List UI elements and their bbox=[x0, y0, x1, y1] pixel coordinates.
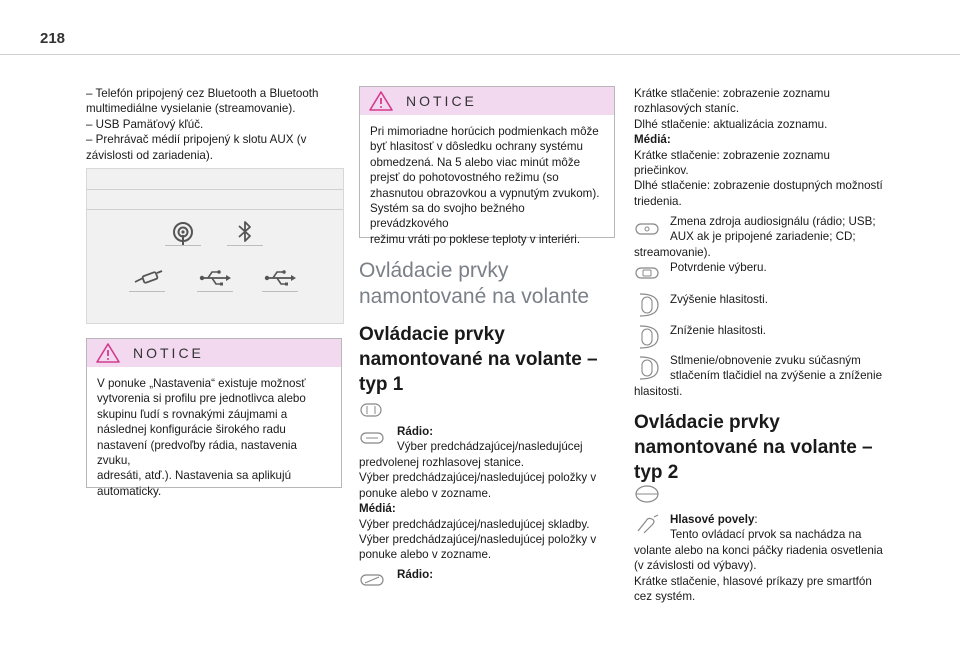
text-line: priečinkov. bbox=[634, 164, 689, 178]
notice-line: nastavení (predvoľby rádia, nastavenia zvuku, bbox=[97, 438, 297, 468]
radio-1-label-block bbox=[397, 424, 617, 455]
subheading-type-2 bbox=[634, 410, 904, 485]
heading-line: typ 2 bbox=[634, 462, 679, 483]
screen-bar bbox=[87, 209, 343, 210]
heading-line: Ovládacie prvky bbox=[359, 324, 505, 345]
steering-wheel-icon bbox=[634, 484, 660, 504]
notice-line: následnej konfigurácie širokého radu bbox=[97, 423, 286, 437]
source-text bbox=[670, 214, 896, 245]
notice-line: obmedzená. Na 5 alebo viac minút môže bbox=[370, 155, 581, 169]
voice-colon: : bbox=[754, 513, 758, 526]
carplay-icon bbox=[166, 215, 200, 249]
confirm-button-icon bbox=[634, 263, 660, 283]
mute-icon bbox=[634, 355, 662, 381]
text-line: Zníženie hlasitosti. bbox=[670, 324, 767, 337]
notice-line: byť hlasitosť v dôsledku ochrany systému bbox=[370, 140, 583, 154]
icon-underline bbox=[262, 291, 298, 292]
mute-text bbox=[670, 353, 896, 384]
text-line: Dlhé stlačenie: zobrazenie dostupných možností bbox=[634, 179, 883, 193]
text-line: Stlmenie/obnovenie zvuku súčasným bbox=[670, 354, 861, 367]
heading-line: namontované na volante – bbox=[359, 349, 598, 370]
icon-underline bbox=[227, 245, 263, 246]
notice-line: režimu vráti po poklese teploty v interiéri. bbox=[370, 232, 581, 246]
icon-underline bbox=[165, 245, 201, 246]
list-item: závislosti od zariadenia). bbox=[86, 148, 213, 162]
voice-label: Hlasové povely bbox=[670, 513, 755, 526]
header-rule bbox=[0, 54, 960, 55]
text-line: ponuke alebo v zozname. bbox=[359, 486, 492, 500]
text-line: Výber predchádzajúcej/nasledujúcej skladby. bbox=[359, 517, 590, 531]
text-line: Zvýšenie hlasitosti. bbox=[670, 293, 768, 306]
text-line: Potvrdenie výberu. bbox=[670, 261, 767, 274]
notice-box-heat bbox=[359, 86, 615, 246]
notice-box-profiles bbox=[86, 338, 342, 498]
volume-up-icon bbox=[634, 292, 662, 318]
list-item: multimediálne vysielanie (streamovanie). bbox=[86, 102, 296, 116]
heading-line: Ovládacie prvky bbox=[634, 412, 780, 433]
list-item: – Prehrávač médií pripojený k slotu AUX (v bbox=[86, 133, 307, 147]
notice-line: V ponuke „Nastavenia“ existuje možnosť bbox=[97, 377, 306, 390]
text-line: Tento ovládací prvok sa nachádza na bbox=[670, 528, 862, 542]
text-line: volante alebo na konci páčky riadenia osvetlenia bbox=[634, 544, 883, 557]
subheading-type-1 bbox=[359, 322, 619, 397]
steering-control-icon bbox=[359, 428, 385, 448]
voice-label-block bbox=[670, 512, 896, 543]
text-line: Dlhé stlačenie: aktualizácia zoznamu. bbox=[634, 117, 828, 131]
volume-down-icon bbox=[634, 324, 662, 350]
icon-underline bbox=[197, 291, 233, 292]
page-number: 218 bbox=[40, 30, 66, 47]
notice-header bbox=[360, 87, 614, 115]
steering-control-icon bbox=[359, 400, 385, 420]
source-list bbox=[86, 86, 348, 163]
heading-line: namontované na volante bbox=[359, 285, 590, 308]
source-screen-illustration bbox=[86, 168, 344, 324]
voice-command-icon bbox=[634, 513, 662, 537]
mute-text-cont bbox=[634, 384, 896, 399]
notice-line: skupinu ľudí s rovnakými záujmami a bbox=[97, 407, 288, 421]
warning-icon bbox=[368, 90, 394, 112]
text-line: rozhlasových staníc. bbox=[634, 102, 740, 116]
notice-line: Pri mimoriadne horúcich podmienkach môže bbox=[370, 125, 599, 138]
notice-line: zhasnutou obrazovkou a vypnutým zvukom). bbox=[370, 186, 600, 200]
voice-text bbox=[634, 543, 896, 605]
usb-icon bbox=[198, 261, 232, 295]
volume-up-text bbox=[670, 292, 896, 307]
aux-jack-icon bbox=[131, 261, 165, 295]
source-text-cont bbox=[634, 245, 896, 260]
text-line: Výber predchádzajúcej/nasledujúcej bbox=[397, 440, 583, 454]
list-item: – USB Pamäťový kľúč. bbox=[86, 117, 204, 131]
radio-1-text bbox=[359, 455, 621, 563]
volume-down-text bbox=[670, 323, 896, 338]
heading-line: namontované na volante – bbox=[634, 437, 873, 458]
confirm-text bbox=[670, 260, 896, 275]
text-line: streamovanie). bbox=[634, 246, 711, 259]
text-line: AUX ak je pripojené zariadenie; CD; bbox=[670, 230, 856, 244]
radio-label: Rádio: bbox=[397, 425, 434, 438]
notice-header bbox=[87, 339, 341, 367]
text-line: hlasitosti. bbox=[634, 385, 683, 398]
notice-line: Systém sa do svojho bežného prevádzkového bbox=[370, 202, 525, 231]
text-line: Výber predchádzajúcej/nasledujúcej položky v bbox=[359, 471, 597, 485]
text-line: triedenia. bbox=[634, 194, 682, 208]
notice-line: automaticky. bbox=[97, 484, 162, 498]
text-line: Krátke stlačenie: zobrazenie zoznamu bbox=[634, 148, 830, 162]
radio-2-label-block bbox=[397, 567, 617, 582]
heading-line: Ovládacie prvky bbox=[359, 259, 509, 282]
right-text-top bbox=[634, 86, 896, 209]
notice-line: prejsť do pohotovostného režimu (so bbox=[370, 171, 559, 185]
media-label: Médiá: bbox=[359, 502, 396, 516]
notice-line: vytvorenia si profilu pre jednotlivca alebo bbox=[97, 392, 306, 406]
usb-icon bbox=[263, 261, 297, 295]
icon-underline bbox=[129, 291, 165, 292]
section-heading bbox=[359, 258, 619, 310]
heading-line: typ 1 bbox=[359, 374, 404, 395]
text-line: Krátke stlačenie, hlasové príkazy pre smartfón bbox=[634, 574, 872, 588]
text-line: stlačením tlačidiel na zvýšenie a zníženie bbox=[670, 369, 883, 383]
text-line: ponuke alebo v zozname. bbox=[359, 548, 492, 562]
notice-line: adresáti, atď.). Nastavenia sa aplikujú bbox=[97, 469, 292, 483]
text-line: (v závislosti od výbavy). bbox=[634, 559, 757, 573]
notice-title: NOTICE bbox=[133, 345, 204, 361]
screen-bar bbox=[87, 189, 343, 190]
list-item: – Telefón pripojený cez Bluetooth a Bluetooth bbox=[86, 87, 319, 100]
notice-title: NOTICE bbox=[406, 93, 477, 109]
text-line: predvolenej rozhlasovej stanice. bbox=[359, 456, 524, 469]
media-label: Médiá: bbox=[634, 133, 671, 147]
notice-text bbox=[87, 367, 341, 507]
text-line: Zmena zdroja audiosignálu (rádio; USB; bbox=[670, 215, 876, 228]
text-line: Výber predchádzajúcej/nasledujúcej položky v bbox=[359, 533, 597, 547]
text-line: cez systém. bbox=[634, 590, 696, 604]
text-line: Krátke stlačenie: zobrazenie zoznamu bbox=[634, 87, 830, 100]
warning-icon bbox=[95, 342, 121, 364]
bluetooth-icon bbox=[228, 215, 262, 249]
source-button-icon bbox=[634, 219, 660, 239]
radio-label: Rádio: bbox=[397, 568, 434, 581]
steering-control-icon bbox=[359, 570, 385, 590]
notice-text bbox=[360, 115, 614, 255]
